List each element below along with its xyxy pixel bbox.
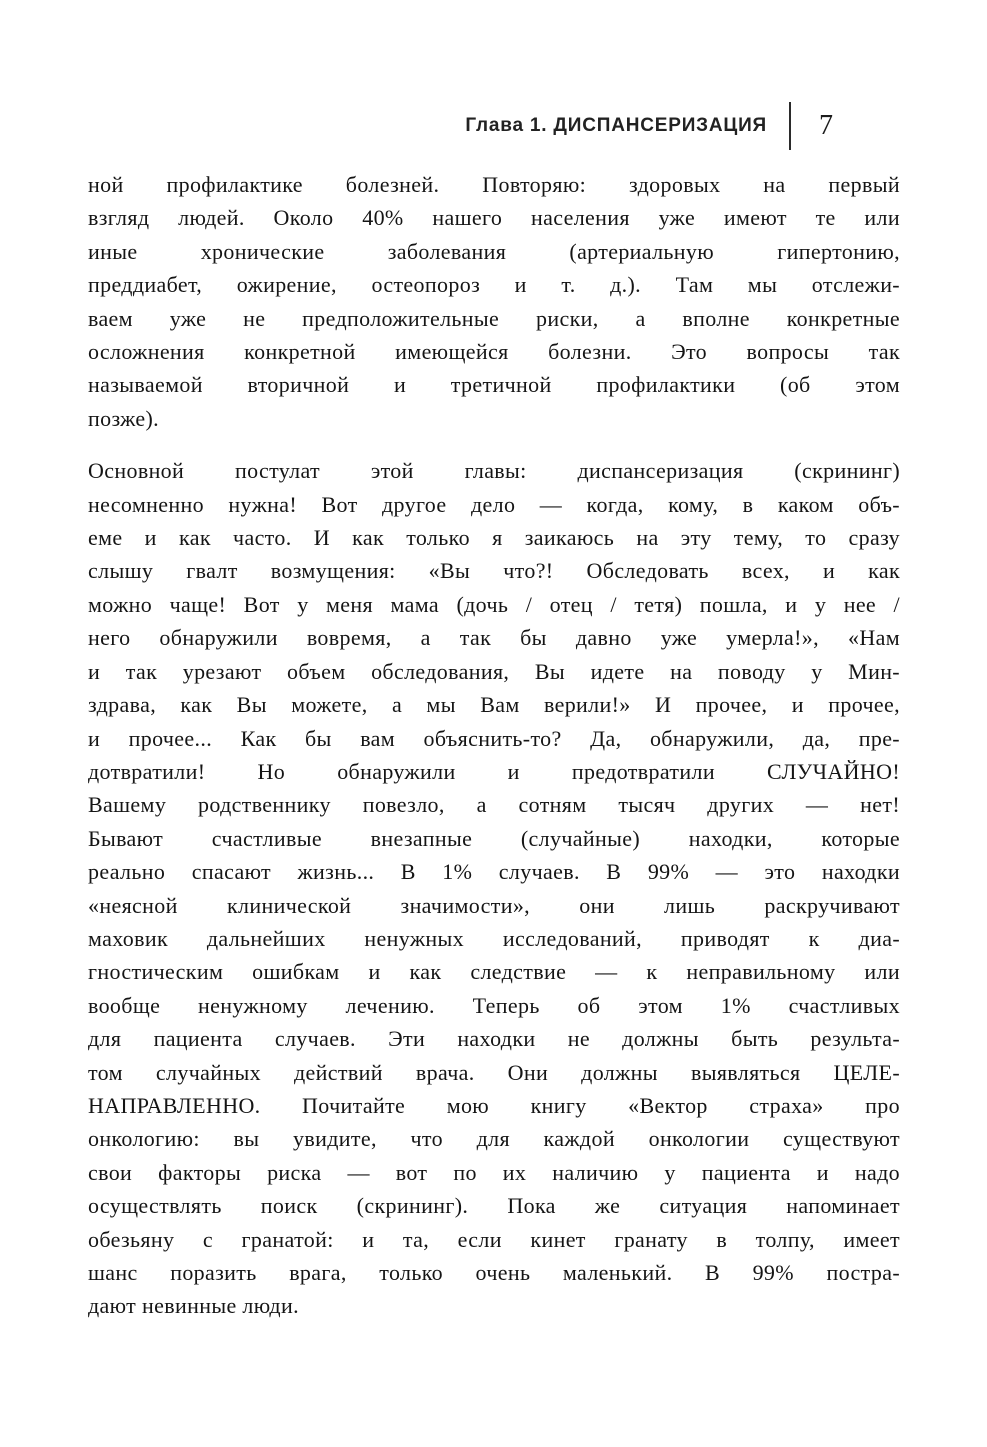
text-line: осуществлять поиск (скрининг). Пока же ситуация напоминает [88, 1193, 900, 1219]
text-line: Бывают счастливые внезапные (случайные) находки, которые [88, 825, 900, 851]
text-line: онкологию: вы увидите, что для каждой онкологии существуют [88, 1126, 900, 1152]
text-line: дотвратили! Но обнаружили и предотвратили СЛУЧАЙНО! [88, 758, 900, 784]
text-line: и так урезают объем обследования, Вы идете на поводу у Мин- [88, 658, 900, 684]
text-line: еме и как часто. И как только я заикаюсь на эту тему, то сразу [88, 525, 900, 551]
text-line: позже). [88, 405, 160, 431]
header-divider [789, 102, 791, 150]
paragraph [88, 168, 900, 435]
text-line: здрава, как Вы можете, а мы Вам верили!» И прочее, и прочее, [88, 692, 900, 718]
text-line: несомненно нужна! Вот другое дело — когда, кому, в каком объ- [88, 491, 900, 517]
text-line: слышу гвалт возмущения: «Вы что?! Обследовать всех, и как [88, 558, 900, 584]
text-line: «неясной клинической значимости», они лишь раскручивают [88, 892, 900, 918]
text-line: дают невинные люди. [88, 1293, 299, 1319]
text-line: НАПРАВЛЕННО. Почитайте мою книгу «Вектор страха» про [88, 1092, 900, 1118]
paragraph [88, 454, 900, 1323]
text-line: гностическим ошибкам и как следствие — к неправильному или [88, 959, 900, 985]
text-line: него обнаружили вовремя, а так бы давно уже умерла!», «Нам [88, 625, 900, 651]
text-line: осложнения конкретной имеющейся болезни. Это вопросы так [88, 339, 900, 365]
text-line: ной профилактике болезней. Повторяю: здоровых на первый [88, 172, 900, 197]
text-line: преддиабет, ожирение, остеопороз и т. д.). Там мы отслежи- [88, 272, 900, 298]
text-line: иные хронические заболевания (артериальную гипертонию, [88, 238, 900, 264]
text-line: ваем уже не предположительные риски, а вполне конкретные [88, 305, 900, 331]
text-line: и прочее... Как бы вам объяснить-то? Да, обнаружили, да, пре- [88, 725, 900, 751]
text-line: для пациента случаев. Эти находки не должны быть результа- [88, 1026, 900, 1052]
text-line: вообще ненужному лечению. Теперь об этом 1% счастливых [88, 992, 900, 1018]
body-text [88, 168, 900, 1323]
chapter-title: Глава 1. ДИСПАНСЕРИЗАЦИЯ [465, 115, 767, 136]
text-line: называемой вторичной и третичной профилактики (об этом [88, 372, 900, 398]
page-number: 7 [819, 110, 833, 141]
text-line: шанс поразить врага, только очень маленький. В 99% постра- [88, 1260, 900, 1285]
text-line: Основной постулат этой главы: диспансеризация (скрининг) [88, 458, 900, 484]
running-header [0, 101, 837, 151]
text-line: обезьяну с гранатой: и та, если кинет гранату в толпу, имеет [88, 1226, 900, 1252]
text-line: Вашему родственнику повезло, а сотням тысяч других — нет! [88, 792, 900, 818]
text-line: можно чаще! Вот у меня мама (дочь / отец / тетя) пошла, и у нее / [88, 591, 900, 617]
text-line: свои факторы риска — вот по их наличию у пациента и надо [88, 1159, 900, 1185]
text-line: маховик дальнейших ненужных исследований, приводят к диа- [88, 925, 900, 951]
text-line: том случайных действий врача. Они должны выявляться ЦЕЛЕ- [88, 1059, 900, 1085]
text-line: реально спасают жизнь... В 1% случаев. В 99% — это находки [88, 859, 900, 885]
text-line: взгляд людей. Около 40% нашего населения уже имеют те или [88, 205, 900, 231]
